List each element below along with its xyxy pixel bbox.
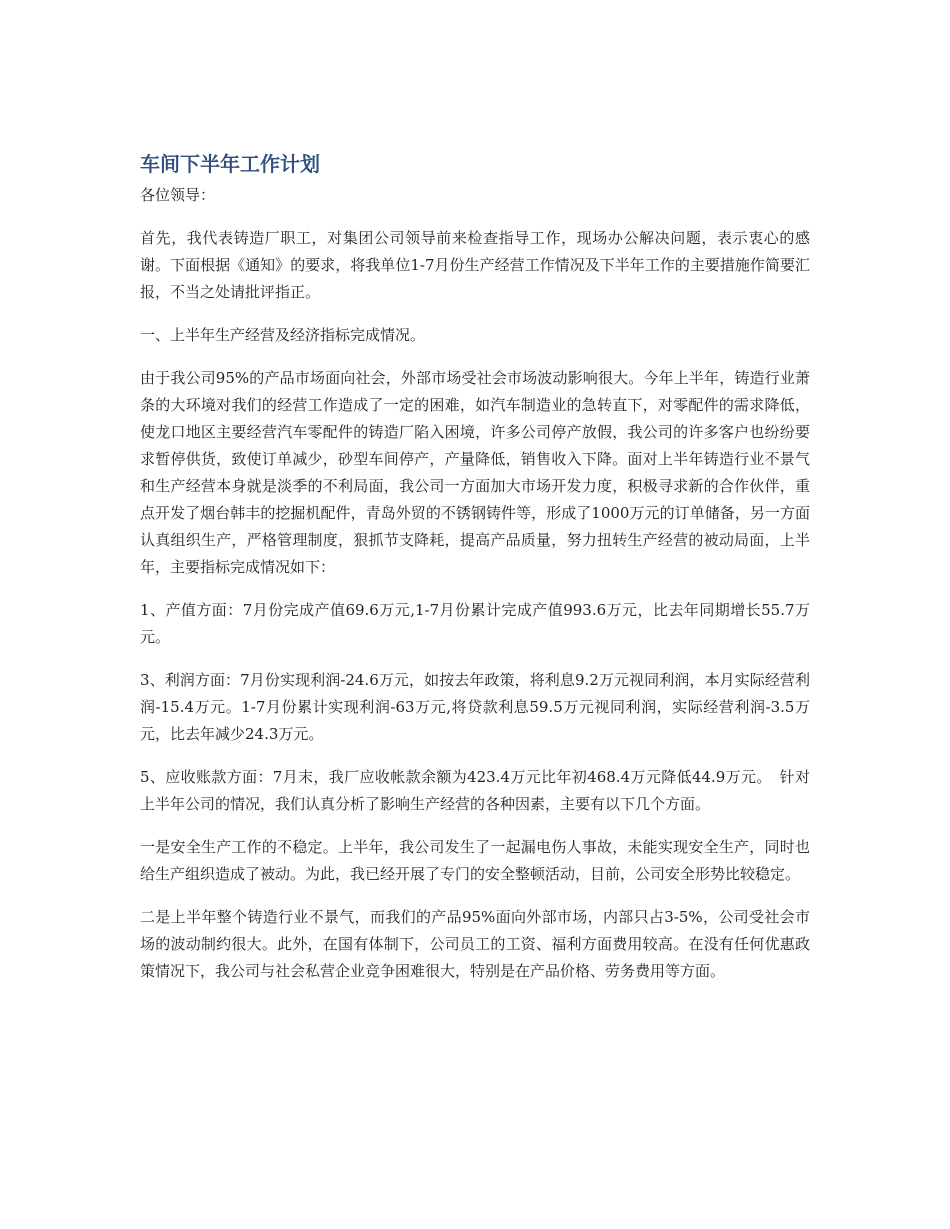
section-heading-1: 一、上半年生产经营及经济指标完成情况。 xyxy=(140,326,426,344)
paragraph-market-situation: 由于我公司95%的产品市场面向社会，外部市场受社会市场波动影响很大。今年上半年，铸造行业萧条的大环境对我们的经营工作造成了一定的困难，如汽车制造业的急转直下，对零配件的需求降低，使龙口地区主要经营汽车零配件的铸造厂陷入困境，许多公司停产放假，我公司的许多客户也纷纷要求暂停供货，致使订单减少，砂型车间停产，产量降低，销售收入下降。面对上半年铸造行业不景气和生产经营本身就是淡季的不利局面，我公司一方面加大市场开发力度，积极寻求新的合作伙伴，重点开发了烟台韩丰的挖掘机配件，青岛外贸的不锈钢铸件等，形成了1000万元的订单储备，另一方面认真组织生产，严格管理制度，狠抓节支降耗，提高产品质量，努力扭转生产经营的被动局面，上半年，主要指标完成情况如下： xyxy=(140,369,810,576)
paragraph-industry: 二是上半年整个铸造行业不景气，而我们的产品95%面向外部市场，内部只占3-5%，公司受社会市场的波动制约很大。此外，在国有体制下，公司员工的工资、福利方面费用较高。在没有任何优惠政策情况下，我公司与社会私营企业竞争困难很大，特别是在产品价格、劳务费用等方面。 xyxy=(140,908,810,980)
paragraph-receivables: 5、应收账款方面：7月末，我厂应收帐款余额为423.4万元比年初468.4万元降低44.9万元。 针对上半年公司的情况，我们认真分析了影响生产经营的各种因素，主要有以下几个方面。 xyxy=(140,768,810,813)
paragraph-intro: 首先，我代表铸造厂职工，对集团公司领导前来检查指导工作，现场办公解决问题，表示衷心的感谢。下面根据《通知》的要求，将我单位1-7月份生产经营工作情况及下半年工作的主要措施作简要汇报，不当之处请批评指正。 xyxy=(140,229,810,301)
paragraph-safety: 一是安全生产工作的不稳定。上半年，我公司发生了一起漏电伤人事故，未能实现安全生产，同时也给生产组织造成了被动。为此，我已经开展了专门的安全整顿活动，目前，公司安全形势比较稳定。 xyxy=(140,838,810,883)
document-page xyxy=(140,150,810,1001)
paragraph-profit: 3、利润方面：7月份实现利润-24.6万元，如按去年政策，将利息9.2万元视同利润，本月实际经营利润-15.4万元。1-7月份累计实现利润-63万元,将贷款利息59.5万元视同利润，实际经营利润-3.5万元，比去年减少24.3万元。 xyxy=(140,671,810,743)
document-title: 车间下半年工作计划 xyxy=(140,152,320,176)
paragraph-output-value: 1、产值方面：7月份完成产值69.6万元,1-7月份累计完成产值993.6万元，比去年同期增长55.7万元。 xyxy=(140,601,810,646)
salutation: 各位领导： xyxy=(140,186,216,204)
